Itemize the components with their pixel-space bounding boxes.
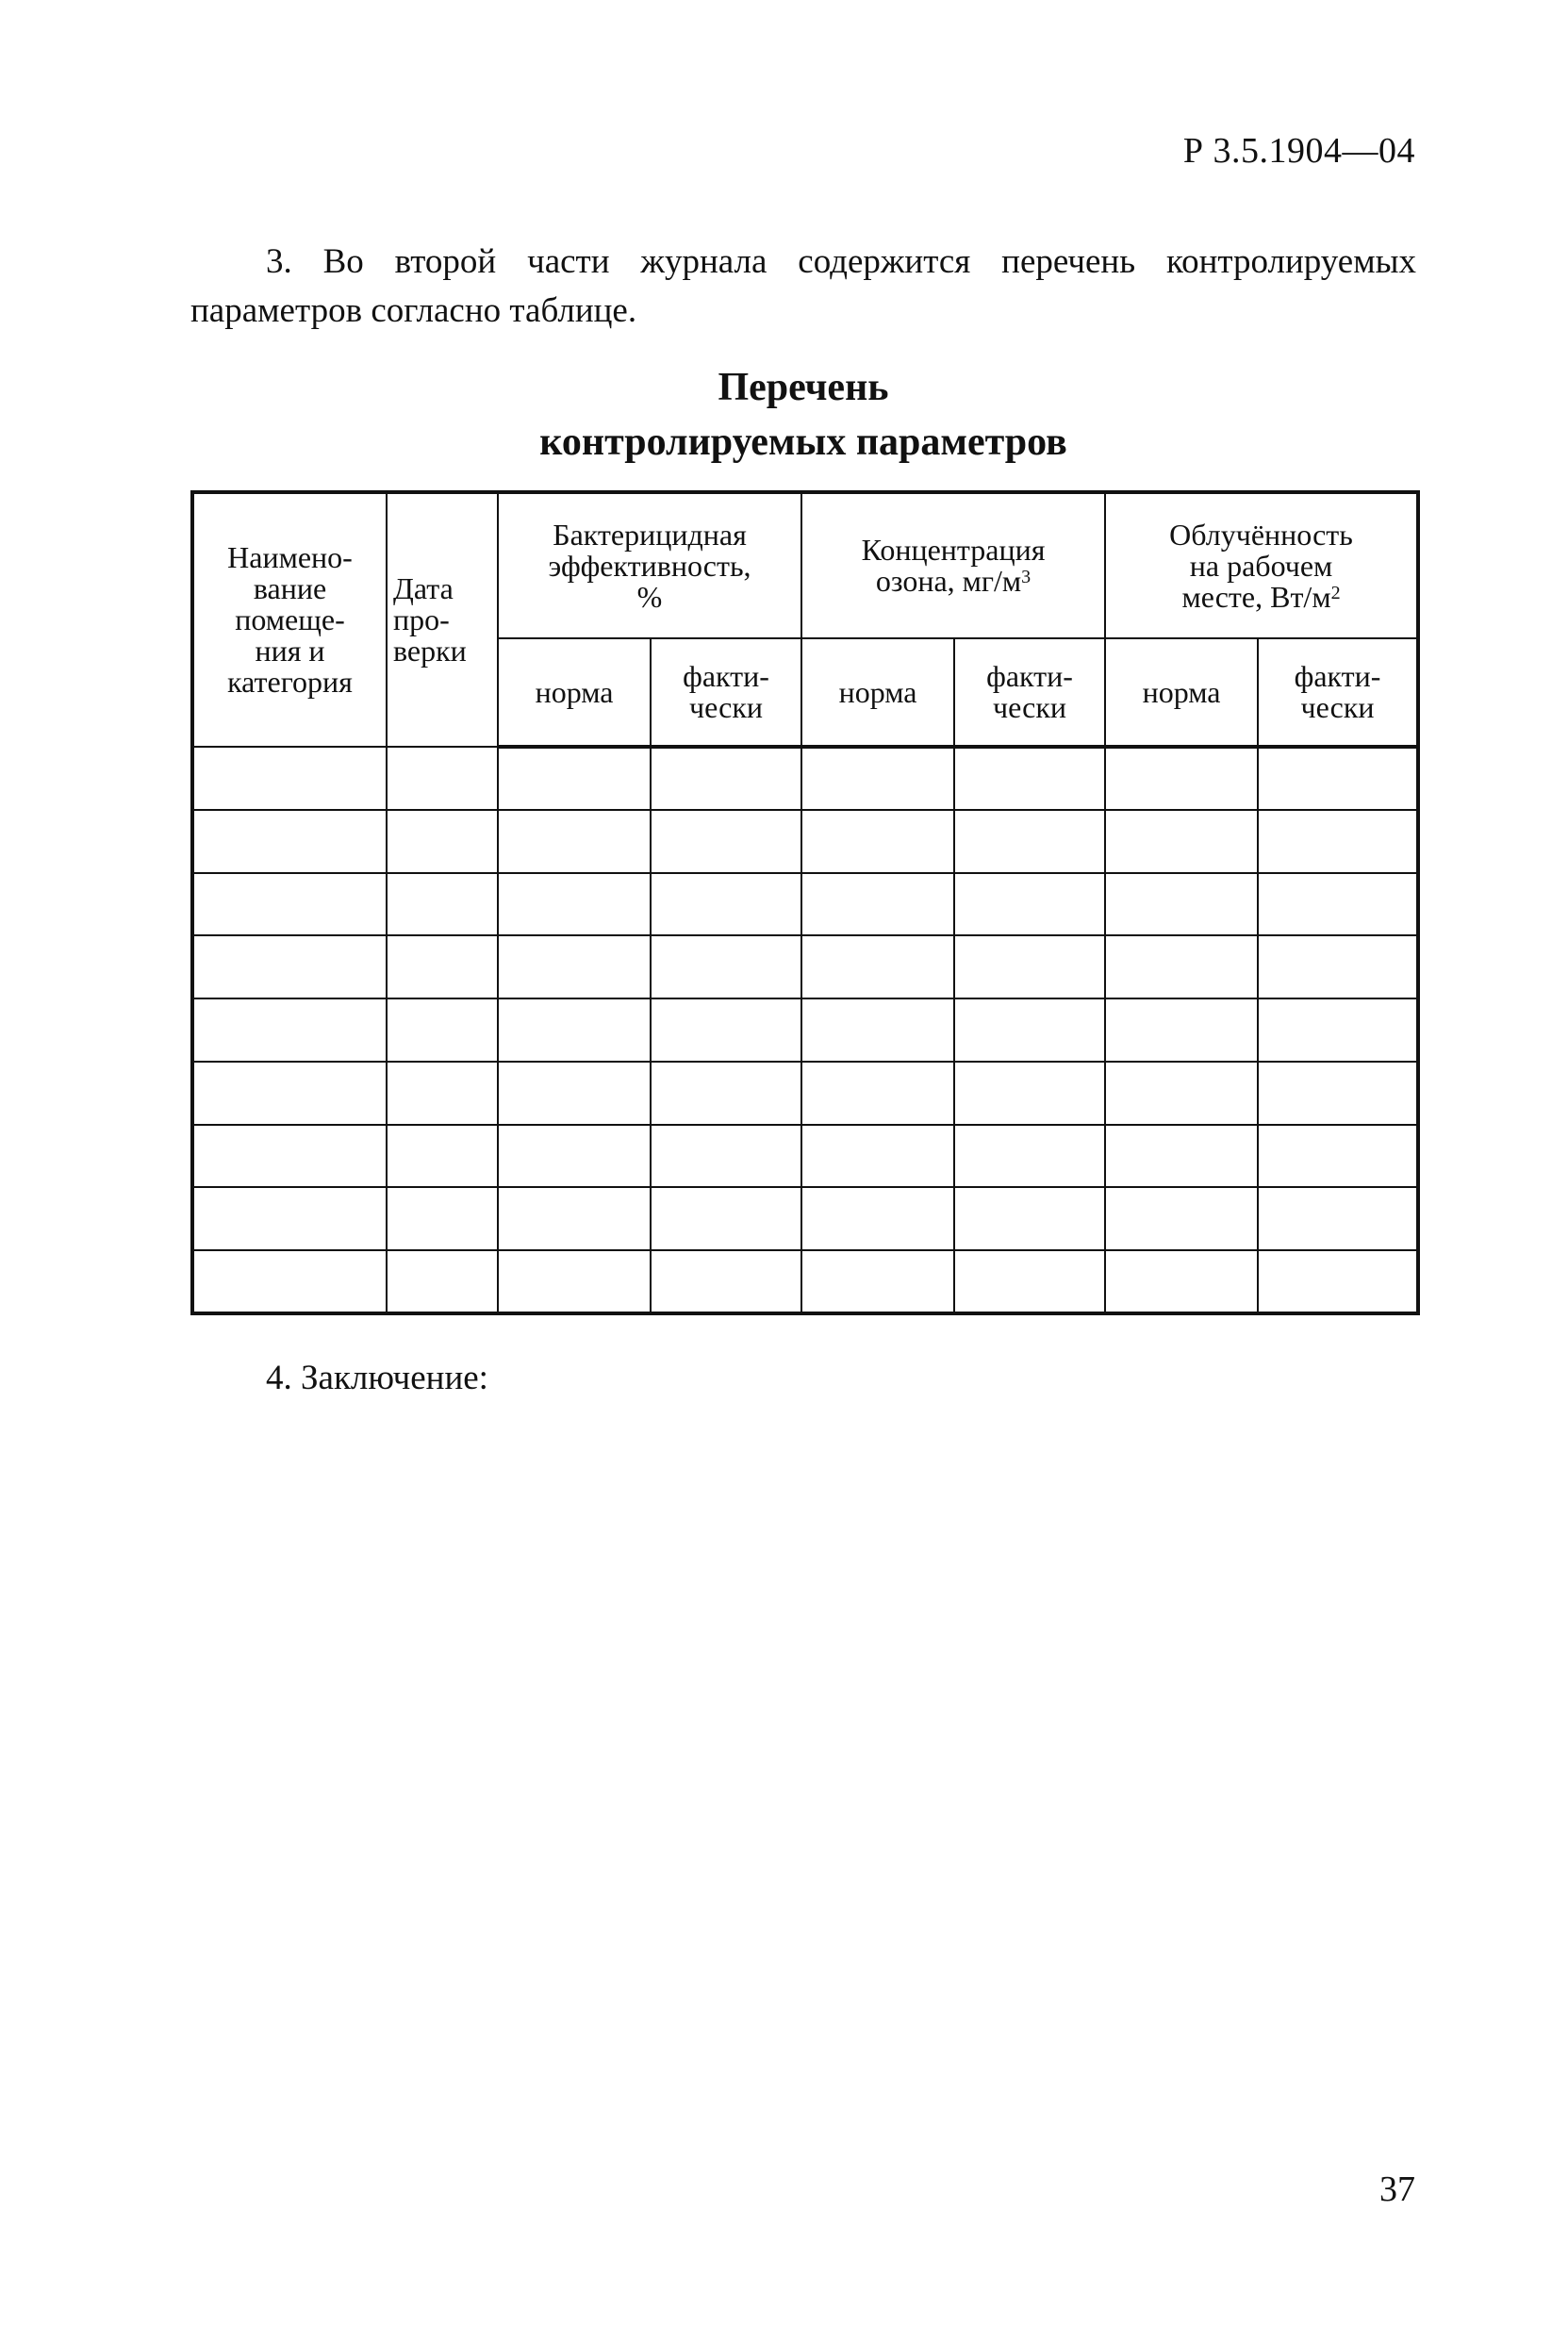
table-cell — [387, 873, 498, 936]
table-cell — [954, 873, 1105, 936]
table-cell — [954, 810, 1105, 873]
subheader-actual: факти- чески — [1258, 638, 1418, 747]
table-cell — [651, 1250, 801, 1313]
table-cell — [801, 998, 954, 1062]
table-cell — [387, 1187, 498, 1250]
table-row — [192, 1062, 1418, 1125]
table-cell — [192, 1125, 387, 1188]
table-cell — [498, 747, 651, 810]
subheader-actual: факти- чески — [651, 638, 801, 747]
header-check-date: Дата про- верки — [387, 492, 498, 747]
table-cell — [801, 1250, 954, 1313]
header-ozone-concentration: Концентрация озона, $мг/м^3$ — [801, 492, 1105, 638]
table-cell — [954, 1125, 1105, 1188]
table-cell — [1258, 747, 1418, 810]
table-cell — [801, 1187, 954, 1250]
table-cell — [801, 1062, 954, 1125]
table-cell — [651, 935, 801, 998]
table-cell — [954, 1250, 1105, 1313]
table-cell — [192, 873, 387, 936]
table-cell — [498, 1125, 651, 1188]
table-cell — [801, 935, 954, 998]
table-cell — [498, 935, 651, 998]
table-row — [192, 1125, 1418, 1188]
intro-paragraph — [190, 238, 1416, 336]
table-cell — [387, 998, 498, 1062]
table-cell — [498, 873, 651, 936]
table-cell — [1258, 935, 1418, 998]
table-cell — [651, 1125, 801, 1188]
table-cell — [498, 998, 651, 1062]
table-cell — [651, 747, 801, 810]
table-cell — [1258, 810, 1418, 873]
table-row — [192, 873, 1418, 936]
table-cell — [1105, 747, 1258, 810]
table-cell — [801, 810, 954, 873]
table-cell — [651, 810, 801, 873]
table-cell — [1105, 1250, 1258, 1313]
table-cell — [1258, 873, 1418, 936]
document-code: Р 3.5.1904—04 — [1182, 131, 1415, 171]
table-cell — [498, 810, 651, 873]
table-cell — [1105, 1187, 1258, 1250]
subheader-actual: факти- чески — [954, 638, 1105, 747]
table-cell — [192, 1187, 387, 1250]
table-row — [192, 1187, 1418, 1250]
table-cell — [192, 1062, 387, 1125]
parameters-table — [190, 490, 1420, 1315]
table-title-line-2: контролируемых параметров — [539, 421, 1067, 464]
table-cell — [387, 1125, 498, 1188]
table-cell — [801, 747, 954, 810]
table-row — [192, 935, 1418, 998]
header-room-name: Наимено- вание помеще- ния и категория — [192, 492, 387, 747]
table-row — [192, 747, 1418, 810]
table-body — [192, 747, 1418, 1313]
table-cell — [387, 810, 498, 873]
table-cell — [651, 1062, 801, 1125]
subheader-norm: норма — [1105, 638, 1258, 747]
table-title-line-1: Перечень — [718, 366, 889, 409]
table-cell — [192, 998, 387, 1062]
table-cell — [387, 747, 498, 810]
table-cell — [1258, 1250, 1418, 1313]
table-row — [192, 810, 1418, 873]
subheader-norm: норма — [801, 638, 954, 747]
table-cell — [954, 1062, 1105, 1125]
table-cell — [498, 1062, 651, 1125]
table-cell — [192, 1250, 387, 1313]
table-cell — [387, 1250, 498, 1313]
table-title — [190, 360, 1416, 470]
table-cell — [1258, 1125, 1418, 1188]
table-cell — [192, 747, 387, 810]
table-cell — [801, 1125, 954, 1188]
table-cell — [1105, 810, 1258, 873]
table-cell — [954, 747, 1105, 810]
table-cell — [498, 1250, 651, 1313]
table-cell — [1105, 1062, 1258, 1125]
table-cell — [954, 1187, 1105, 1250]
table-cell — [954, 935, 1105, 998]
table-cell — [954, 998, 1105, 1062]
table-cell — [1105, 935, 1258, 998]
table-cell — [192, 935, 387, 998]
table-cell — [387, 935, 498, 998]
header-irradiance: Облучённость на рабочем месте, $Вт/м^2$ — [1105, 492, 1418, 638]
table-cell — [1258, 1062, 1418, 1125]
header-bactericidal-efficiency: Бактерицидная эффективность, % — [498, 492, 801, 638]
table-cell — [192, 810, 387, 873]
table-cell — [801, 873, 954, 936]
conclusion-heading: 4. Заключение: — [266, 1359, 488, 1397]
table-cell — [1105, 998, 1258, 1062]
table-cell — [498, 1187, 651, 1250]
table-cell — [1258, 998, 1418, 1062]
table-row — [192, 998, 1418, 1062]
table-cell — [1105, 1125, 1258, 1188]
table-cell — [1105, 873, 1258, 936]
table-cell — [387, 1062, 498, 1125]
intro-line-1: 3. Во второй части журнала содержится перечень контролируемых — [266, 242, 1416, 281]
subheader-norm: норма — [498, 638, 651, 747]
table-cell — [651, 1187, 801, 1250]
table-cell — [1258, 1187, 1418, 1250]
table-row — [192, 1250, 1418, 1313]
page-number: 37 — [1379, 2170, 1415, 2209]
table-cell — [651, 873, 801, 936]
table-cell — [651, 998, 801, 1062]
intro-line-2: параметров согласно таблице. — [190, 291, 637, 330]
